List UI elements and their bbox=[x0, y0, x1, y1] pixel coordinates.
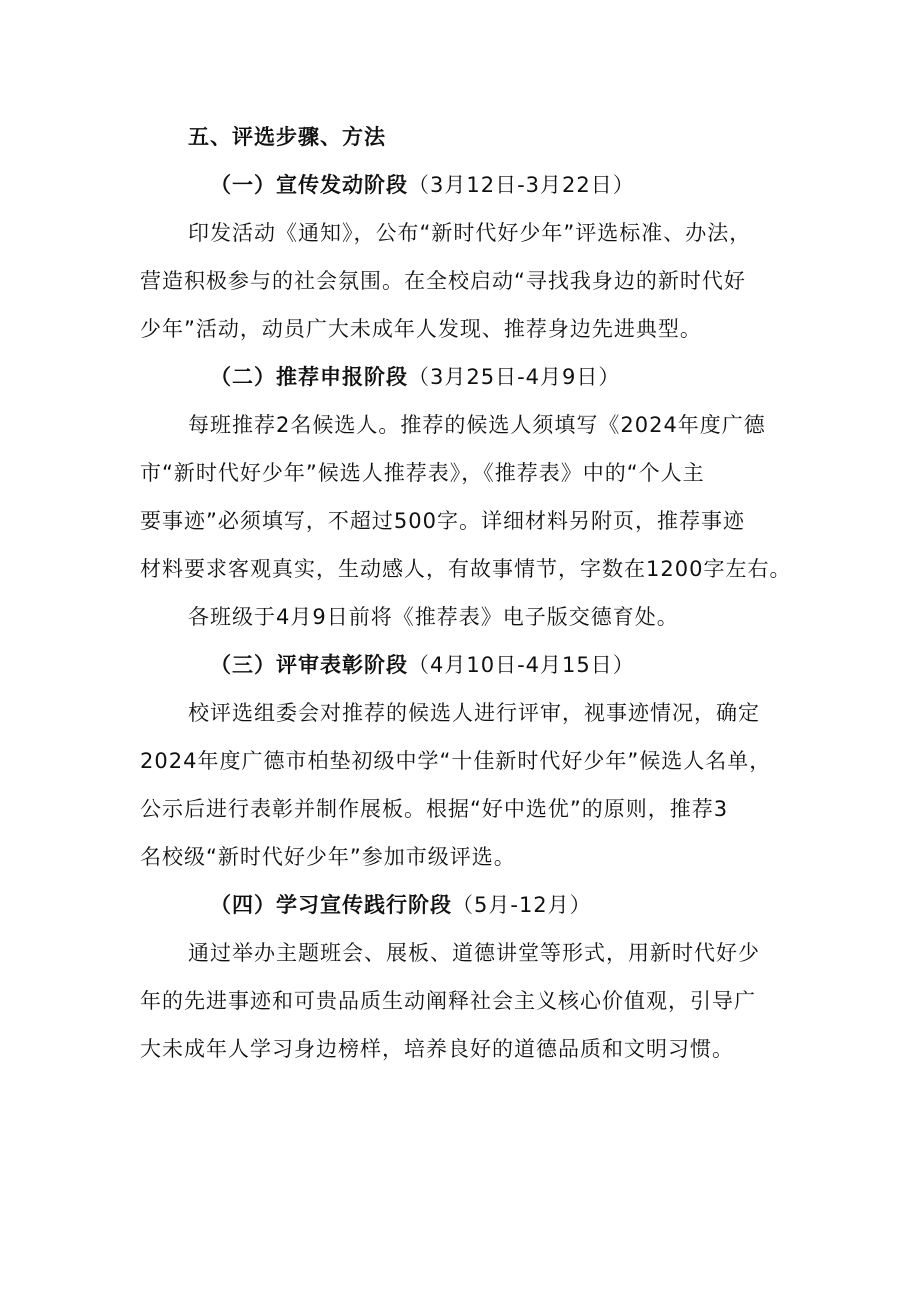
stage2-heading bbox=[210, 362, 860, 392]
paragraph-line: 公示后进行表彰并制作展板。根据“好中选优”的原则，推荐3 bbox=[140, 797, 729, 821]
paragraph-line: 名校级“新时代好少年”参加市级评选。 bbox=[140, 845, 516, 869]
stage4-title: （四）学习宣传践行阶段 bbox=[210, 893, 452, 917]
paragraph-line: 少年”活动，动员广大未成年人发现、推荐身边先进典型。 bbox=[140, 317, 702, 341]
stage1-title: （一）宣传发动阶段 bbox=[210, 173, 408, 197]
paragraph-line: 各班级于4月9日前将《推荐表》电子版交德育处。 bbox=[188, 605, 679, 629]
section-title: 五、评选步骤、方法 bbox=[188, 125, 386, 149]
stage2-dates: （3月25日-4月9日） bbox=[408, 365, 621, 389]
stage1-heading bbox=[210, 170, 860, 200]
paragraph-line: 材料要求客观真实，生动感人，有故事情节，字数在1200字左右。 bbox=[140, 557, 792, 581]
paragraph-line: 通过举办主题班会、展板、道德讲堂等形式，用新时代好少 bbox=[188, 941, 760, 965]
stage3-dates: （4月10日-4月15日） bbox=[408, 653, 635, 677]
paragraph-line: 大未成年人学习身边榜样，培养良好的道德品质和文明习惯。 bbox=[140, 1037, 734, 1061]
paragraph-line: 校评选组委会对推荐的候选人进行评审，视事迹情况，确定 bbox=[188, 701, 760, 725]
paragraph-line: 年的先进事迹和可贵品质生动阐释社会主义核心价值观，引导广 bbox=[140, 989, 756, 1013]
paragraph-line: 市“新时代好少年”候选人推荐表》，《推荐表》中的“个人主 bbox=[140, 461, 705, 485]
paragraph-line: 印发活动《通知》，公布“新时代好少年”评选标准、办法， bbox=[188, 221, 752, 245]
paragraph-line: 营造积极参与的社会氛围。在全校启动“寻找我身边的新时代好 bbox=[140, 269, 746, 293]
stage3-heading bbox=[210, 650, 860, 680]
paragraph-line: 每班推荐2名候选人。推荐的候选人须填写《2024年度广德 bbox=[188, 413, 766, 437]
stage1-dates: （3月12日-3月22日） bbox=[408, 173, 635, 197]
stage2-title: （二）推荐申报阶段 bbox=[210, 365, 408, 389]
paragraph-line: 要事迹”必须填写，不超过500字。详细材料另附页，推荐事迹 bbox=[140, 509, 745, 533]
stage4-heading bbox=[210, 890, 860, 920]
paragraph-line: 2024年度广德市柏垫初级中学“十佳新时代好少年”候选人名单， bbox=[140, 749, 772, 773]
stage4-dates: （5月-12月） bbox=[452, 893, 592, 917]
stage3-title: （三）评审表彰阶段 bbox=[210, 653, 408, 677]
